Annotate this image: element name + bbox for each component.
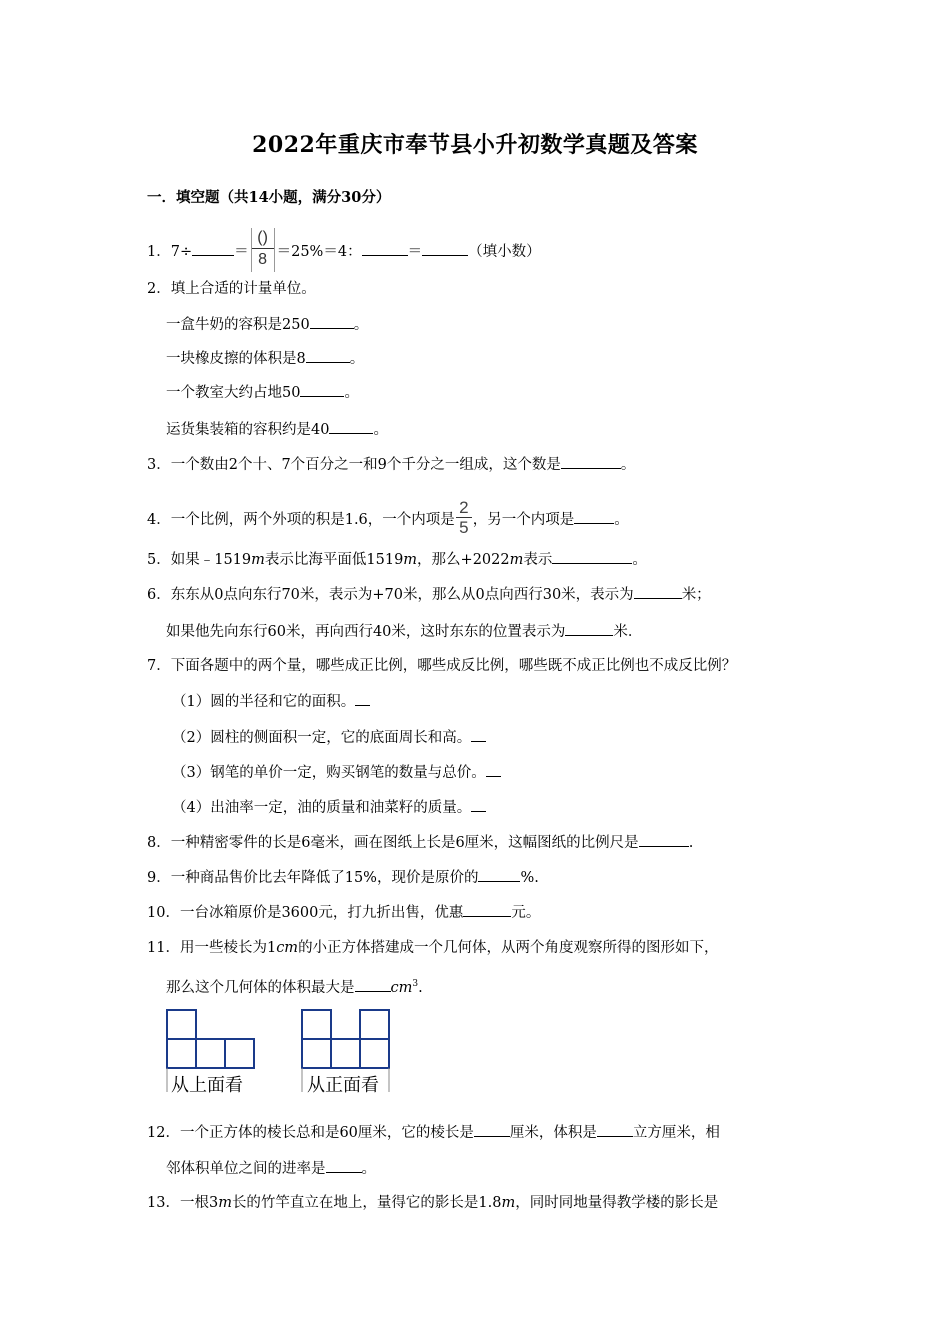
question-11-line-2: 那么这个几何体的体积最大是 $cm^3$. [166, 974, 423, 998]
question-2-item: 一块橡皮擦的体积是8 。 [166, 348, 364, 369]
question-2-item: 一个教室大约占地50 。 [166, 382, 359, 403]
blank [422, 241, 468, 256]
question-9: 9．一种商品售价比去年降低了15%，现价是原价的 %. [147, 867, 539, 888]
question-7-item: （1）圆的半径和它的面积。 [172, 691, 370, 712]
question-12-line-2: 邻体积单位之间的进率是 。 [166, 1158, 376, 1179]
question-5: 5．如果﹣1519m表示比海平面低1519m，那么+2022m表示 。 [147, 549, 647, 570]
question-6: 6．东东从0点向东行70米，表示为+70米，那么从0点向西行30米，表示为 米； [147, 584, 711, 605]
question-8: 8．一种精密零件的长是6毫米，画在图纸上长是6厘米，这幅图纸的比例尺是 . [147, 832, 693, 853]
question-2-item: 运货集装箱的容积约是40 。 [166, 419, 388, 440]
question-11: 11．用一些棱长为1cm的小正方体搭建成一个几何体，从两个角度观察所得的图形如下， [147, 940, 719, 956]
question-1: 1．7÷ ＝ $\frac{()}{8}$ ＝25%＝4： ＝ （填小数） [147, 230, 541, 274]
fraction-image: $\frac{()}{8}$ [251, 228, 275, 272]
blank [192, 241, 234, 256]
top-view-label: 从上面看 [171, 1075, 243, 1096]
page-title: 2022年重庆市奉节县小升初数学真题及答案 [252, 132, 698, 158]
question-10: 10．一台冰箱原价是3600元，打九折出售，优惠 元。 [147, 902, 540, 923]
question-7-item: （2）圆柱的侧面积一定，它的底面周长和高。 [172, 727, 486, 748]
fraction-image: $\frac{2}{5}$ [456, 498, 472, 538]
question-7: 7．下面各题中的两个量，哪些成正比例，哪些成反比例，哪些既不成正比例也不成反比例？ [147, 658, 737, 674]
question-6-line-2: 如果他先向东行60米，再向西行40米，这时东东的位置表示为 米． [166, 621, 642, 642]
blank [362, 241, 408, 256]
question-7-item: （3）钢笔的单价一定，购买钢笔的数量与总价。 [172, 762, 501, 783]
question-2-item: 一盒牛奶的容积是250 。 [166, 314, 368, 335]
question-7-item: （4）出油率一定，油的质量和油菜籽的质量。 [172, 797, 486, 818]
front-view-label: 从正面看 [307, 1075, 379, 1096]
question-2: 2．填上合适的计量单位。 [147, 281, 316, 297]
section-heading: 一．填空题（共14小题，满分30分） [147, 189, 391, 206]
question-12: 12．一个正方体的棱长总和是60厘米，它的棱长是 厘米，体积是 立方厘米，相 [147, 1122, 720, 1143]
question-4: 4．一个比例，两个外项的积是1.6，一个内项是 $\frac{2}{5}$ ，另一个内项是 。 [147, 498, 629, 537]
question-13: 13．一根3m长的竹竿直立在地上，量得它的影长是1.8m，同时同地量得教学楼的影长是 [147, 1195, 719, 1211]
question-3: 3．一个数由2个十、7个百分之一和9个千分之一组成，这个数是 。 [147, 454, 635, 475]
front-view-grid [302, 1010, 389, 1068]
top-view-grid [167, 1010, 254, 1068]
